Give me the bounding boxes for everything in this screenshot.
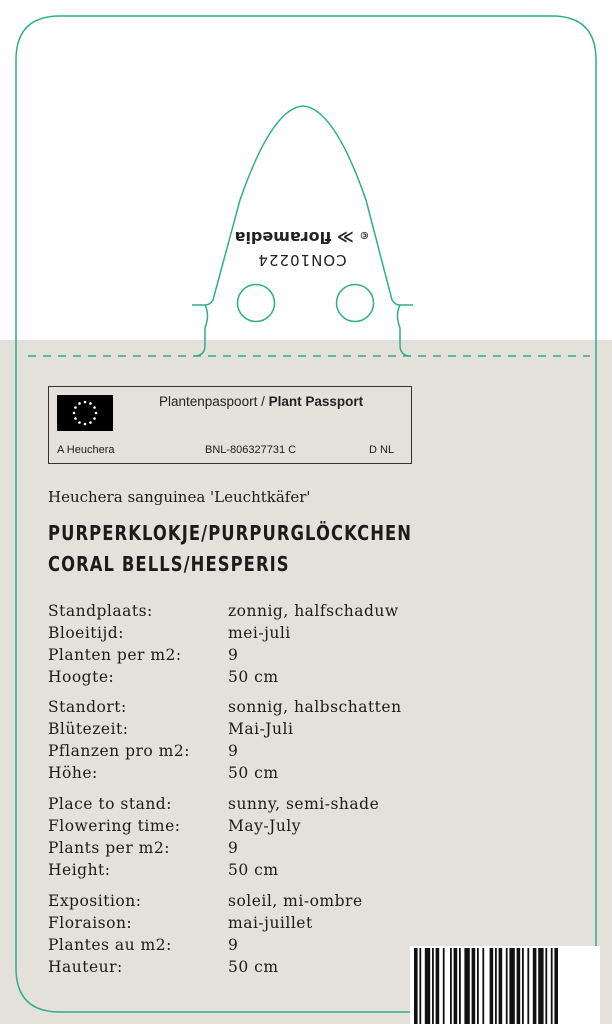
info-row (48, 740, 448, 762)
info-value: zonnig, halfschaduw (228, 602, 399, 620)
passport-title-en: Plant Passport (268, 394, 364, 409)
passport-botanical: A Heuchera (57, 444, 115, 456)
info-label: Floraison: (48, 914, 133, 932)
info-group-fr (48, 890, 448, 978)
product-code: CON10224 (257, 251, 347, 269)
info-label: Hauteur: (48, 958, 123, 976)
info-label: Flowering time: (48, 817, 181, 835)
passport-registration: BNL-806327731 C (205, 444, 297, 456)
common-name-2: CORAL BELLS/HESPERIS (48, 552, 290, 576)
info-row (48, 600, 448, 622)
info-value: soleil, mi-ombre (228, 892, 363, 910)
info-value: Mai-Juli (228, 720, 294, 738)
info-value: mai-juillet (228, 914, 313, 932)
info-row (48, 793, 448, 815)
info-value: 50 cm (228, 861, 279, 879)
info-value: 50 cm (228, 668, 279, 686)
passport-title (159, 394, 363, 409)
info-row (48, 912, 448, 934)
plant-passport-box (48, 386, 412, 464)
info-row (48, 718, 448, 740)
info-row (48, 859, 448, 881)
info-row (48, 622, 448, 644)
info-value: May-July (228, 817, 302, 835)
info-row (48, 837, 448, 859)
info-value: sonnig, halbschatten (228, 698, 402, 716)
info-label: Bloeitijd: (48, 624, 124, 642)
info-label: Exposition: (48, 892, 142, 910)
info-row (48, 666, 448, 688)
info-row (48, 934, 448, 956)
info-row (48, 644, 448, 666)
info-value: 9 (228, 742, 239, 760)
info-row (48, 890, 448, 912)
info-label: Hoogte: (48, 668, 115, 686)
passport-title-nl: Plantenpaspoort / (159, 394, 269, 409)
info-value: 9 (228, 646, 239, 664)
info-value: 50 cm (228, 764, 279, 782)
brand-name: floramedia (234, 228, 332, 247)
passport-country: D NL (369, 444, 395, 456)
info-row (48, 762, 448, 784)
info-label: Plantes au m2: (48, 936, 172, 954)
info-value: sunny, semi-shade (228, 795, 380, 813)
info-label: Plants per m2: (48, 839, 170, 857)
info-group-en (48, 793, 448, 881)
info-row (48, 956, 448, 978)
info-group-nl (48, 600, 448, 688)
leaf-stripes-icon: ≫ (337, 228, 354, 247)
copyright-icon: © (359, 229, 370, 240)
brand-logo (232, 228, 372, 247)
info-label: Standplaats: (48, 602, 153, 620)
info-value: mei-juli (228, 624, 291, 642)
eu-flag-icon (57, 395, 113, 431)
info-value: 9 (228, 936, 239, 954)
info-label: Planten per m2: (48, 646, 182, 664)
hanger-branding (232, 228, 372, 269)
common-name-1: PURPERKLOKJE/PURPURGLÖCKCHEN (48, 521, 413, 545)
info-label: Height: (48, 861, 111, 879)
info-label: Höhe: (48, 764, 98, 782)
info-row (48, 696, 448, 718)
info-row (48, 815, 448, 837)
info-label: Place to stand: (48, 795, 172, 813)
latin-name: Heuchera sanguinea 'Leuchtkäfer' (48, 488, 311, 506)
barcode (410, 946, 600, 1024)
info-value: 50 cm (228, 958, 279, 976)
info-label: Pflanzen pro m2: (48, 742, 190, 760)
info-label: Blütezeit: (48, 720, 129, 738)
info-label: Standort: (48, 698, 127, 716)
info-value: 9 (228, 839, 239, 857)
info-group-de (48, 696, 448, 784)
